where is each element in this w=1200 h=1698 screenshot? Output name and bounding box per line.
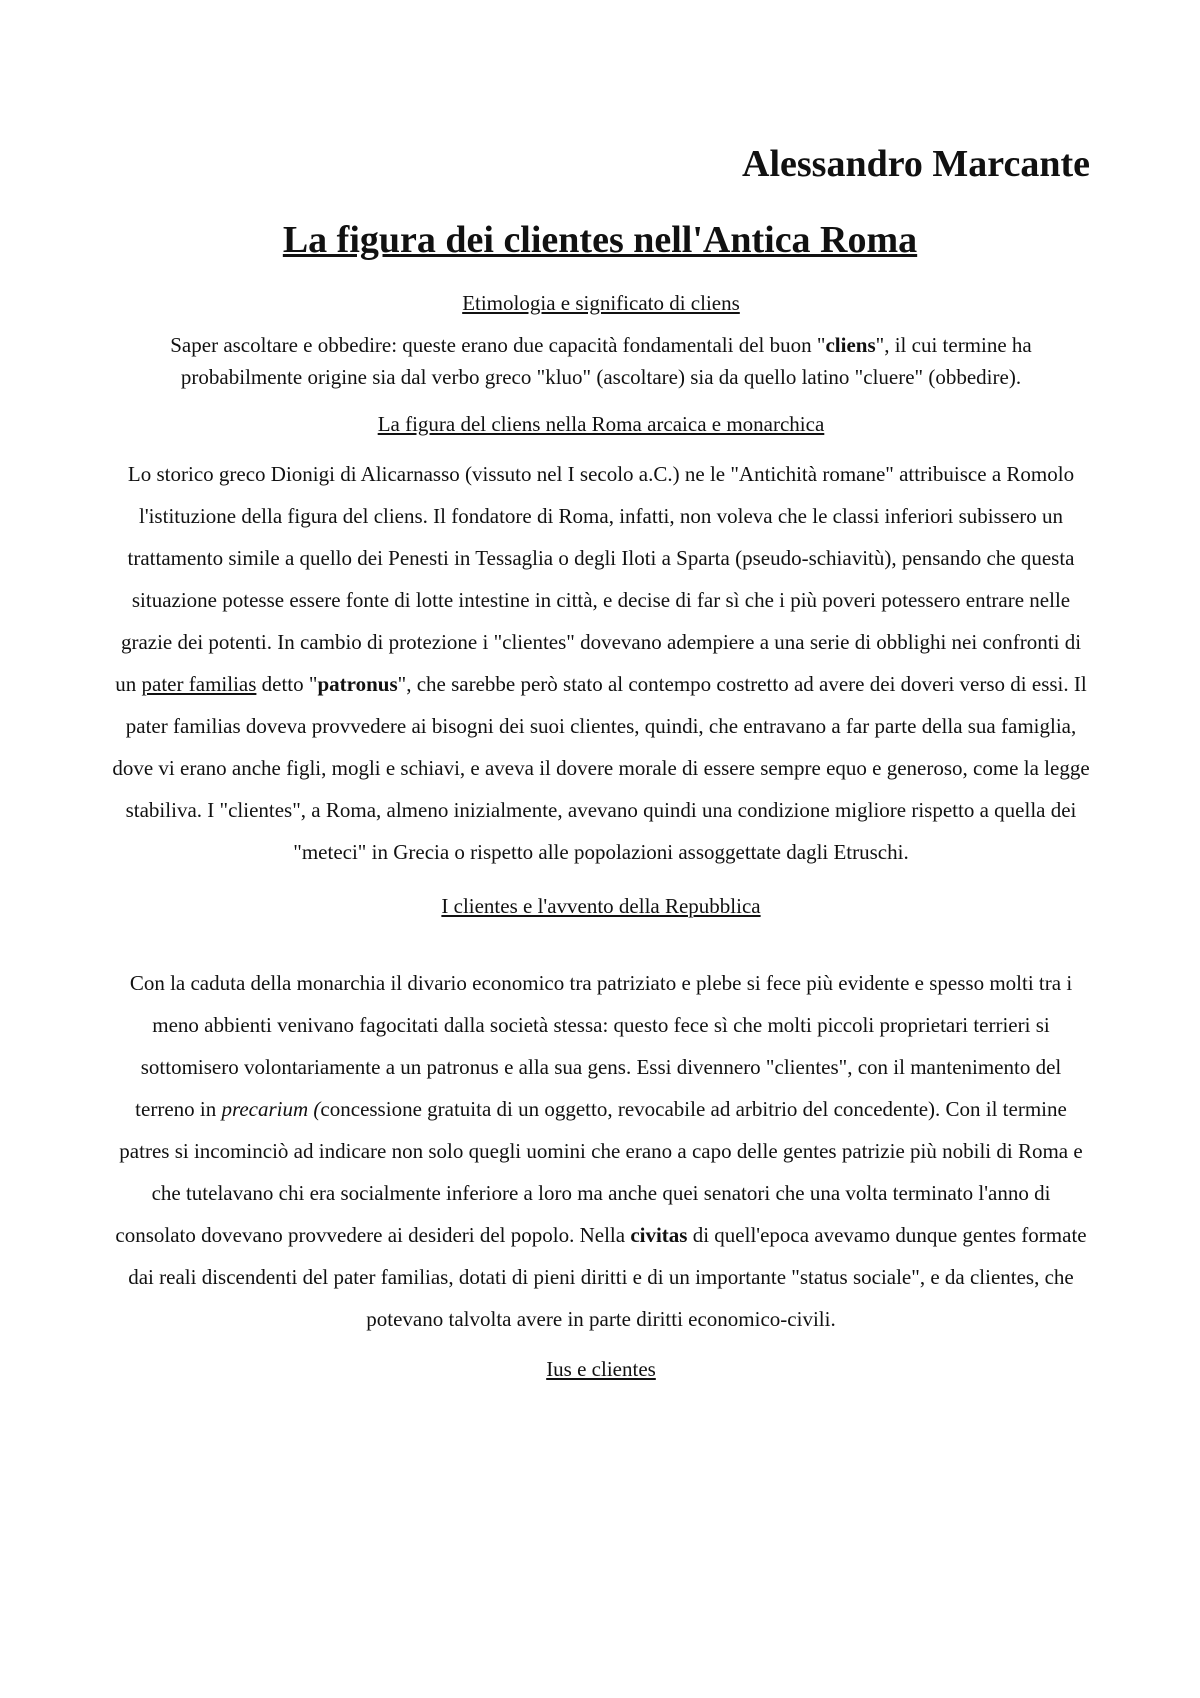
section-heading-archaic-rome: La figura del cliens nella Roma arcaica e monarchica — [377, 412, 825, 437]
document-body — [112, 290, 1090, 1383]
text-run: ", che sarebbe però stato al contempo costretto ad avere dei doveri verso di essi. Il pater familias doveva provvedere ai bisogni dei suoi clientes, quindi, che entravano a far parte della sua famiglia, dove vi erano anche figli, mogli e schiavi, e aveva il dovere morale di essere sempre equo e generoso, come la legge stabiliva. I "clientes", a Roma, almeno inizialmente, avevano quindi una condizione migliore rispetto a quella dei "meteci" in Grecia o rispetto alle popolazioni assoggettate dagli Etruschi. — [112, 671, 1090, 864]
author-name: Alessandro Marcante — [742, 143, 1090, 185]
text-run: di quell'epoca avevamo dunque gentes formate dai reali discendenti del pater familias, dotati di pieni diritti e di un importante "status sociale", e da clientes, che potevano talvolta avere in parte diritti economico-civili. — [128, 1222, 1087, 1331]
text-run: Lo storico greco Dionigi di Alicarnasso (vissuto nel I secolo a.C.) ne le "Antichità romane" attribuisce a Romolo l'istituzione della figura del cliens. Il fondatore di Roma, infatti, non voleva che le classi inferiori subissero un trattamento simile a quello dei Penesti in Tessaglia o degli Iloti a Sparta (pseudo-schiavitù), pensando che questa situazione potesse essere fonte di lotte intestine in città, e decise di far sì che i più poveri potessero entrare nelle grazie dei potenti. In cambio di protezione i "clientes" dovevano adempiere a una serie di obblighi nei confronti di un — [115, 461, 1082, 696]
text-run: concessione gratuita di un oggetto, revocabile ad arbitrio del concedente). Con il termine patres si incominciò ad indicare non solo quegli uomini che erano a capo delle gentes patrizie più nobili di Roma e che tutelavano chi era socialmente inferiore a loro ma anche quei senatori che una volta terminato l'anno di consolato dovevano provvedere ai desideri del popolo. Nella — [115, 1096, 1083, 1247]
bold-term-civitas: civitas — [630, 1222, 688, 1247]
text-run: ", il cui termine ha probabilmente origine sia dal verbo greco "kluo" (ascoltare) sia da quello latino "cluere" (obbedire). — [180, 333, 1032, 390]
paragraph-archaic-rome — [112, 453, 1090, 873]
paragraph-republic — [112, 962, 1090, 1340]
bold-term-cliens: cliens — [825, 333, 876, 358]
section-heading-etymology: Etimologia e significato di cliens — [462, 291, 740, 315]
text-run: detto " — [256, 671, 318, 696]
text-run: Con la caduta della monarchia il divario economico tra patriziato e plebe si fece più evidente e spesso molti tra i meno abbienti venivano fagocitati dalla società stessa: questo fece sì che molti piccoli proprietari terrieri si sottomisero volontariamente a un patronus e alla sua gens. Essi divennero "clientes", con il mantenimento del terreno in — [129, 970, 1073, 1121]
paragraph-etymology — [112, 329, 1090, 393]
italic-term-precarium: precarium ( — [221, 1096, 321, 1121]
text-run: Saper ascoltare e obbedire: queste erano due capacità fondamentali del buon " — [170, 333, 826, 358]
underlined-term-pater-familias: pater familias — [141, 671, 257, 696]
document-title: La figura dei clientes nell'Antica Roma — [282, 219, 918, 261]
bold-term-patronus: patronus — [317, 671, 398, 696]
section-heading-republic: I clientes e l'avvento della Repubblica — [441, 893, 761, 918]
section-heading-ius: Ius e clientes — [546, 1356, 656, 1381]
